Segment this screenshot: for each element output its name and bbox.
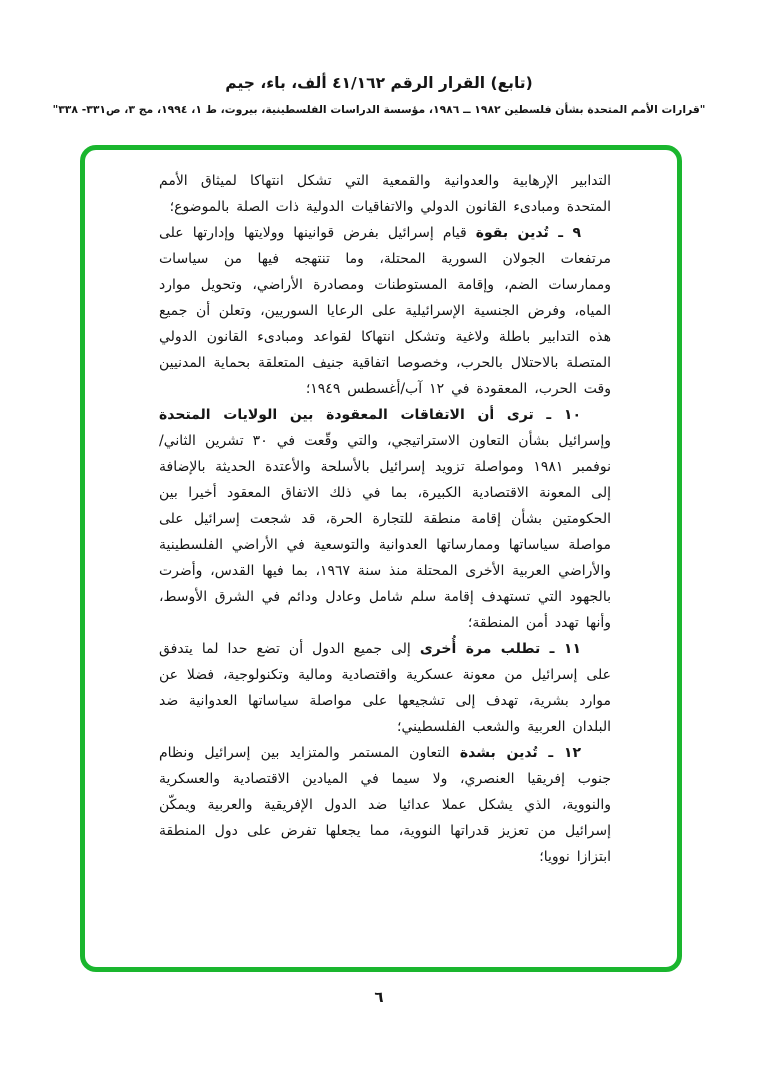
clause-paragraph-٩: ٩ ـ تُدين بقوة قيام إسرائيل بفرض قوانينها وولايتها وإدارتها على مرتفعات الجولان السورية المحتلة، وما تنتهجه فيها من سياسات وممارسات الضم، وإقامة المستوطنات ومصادرة الأراضي، وتحويل موارد المياه، وفرض الجنسية الإسرائيلية على الرعايا السوريين، وتعلن أن جميع هذه التدابير باطلة ولاغية وتشكل انتهاكا لقواعد ومبادىء القانون الدولي المتصلة بالاحتلال بالحرب، وخصوصا اتفاقية جنيف المتعلقة بحماية المدنيين وقت الحرب، المعقودة في ١٢ آب/أغسطس ١٩٤٩؛ bbox=[159, 225, 611, 397]
clause-paragraph-١٢: ١٢ ـ تُدين بشدة التعاون المستمر والمتزايد بين إسرائيل ونظام جنوب إفريقيا العنصري، ولا سيما في الميادين الاقتصادية والعسكرية والنووية، الذي يشكل عملا عدائيا ضد الدول الإفريقية والعربية ويمكّن إسرائيل من تعزيز قدراتها النووية، مما يجعلها تفرض على دول المنطقة ابتزازا نوويا؛ bbox=[159, 745, 611, 865]
page-number: ٦ bbox=[374, 988, 384, 1006]
clause-paragraph-١١: ١١ ـ تطلب مرة أُخرى إلى جميع الدول أن تضع حدا لما يتدفق على إسرائيل من معونة عسكرية واقتصادية ومالية وتكنولوجية، فضلا عن موارد بشرية، تهدف إلى تشجيعها على مواصلة سياساتها العدوانية ضد البلدان العربية والشعب الفلسطيني؛ bbox=[159, 641, 611, 735]
continuation-paragraph: التدابير الإرهابية والعدوانية والقمعية التي تشكل انتهاكا لميثاق الأمم المتحدة ومبادىء القانون الدولي والاتفاقيات الدولية ذات الصلة بالموضوع؛ bbox=[159, 173, 611, 215]
clause-lead: ٩ ـ تُدين بقوة bbox=[475, 225, 582, 241]
clause-lead: ١١ ـ تطلب مرة أُخرى bbox=[419, 641, 581, 657]
clause-lead: ١٢ ـ تُدين بشدة bbox=[459, 745, 581, 761]
clause-lead: ١٠ ـ ترى أن الاتفاقات المعقودة بين الولايات المتحدة bbox=[159, 407, 581, 423]
resolution-title: (تابع) القرار الرقم ٤١/١٦٢ ألف، باء، جيم bbox=[225, 74, 533, 92]
resolution-body bbox=[159, 168, 611, 870]
clause-paragraph-١٠: ١٠ ـ ترى أن الاتفاقات المعقودة بين الولايات المتحدة وإسرائيل بشأن التعاون الاستراتيجي، والتي وقّعت في ٣٠ تشرين الثاني/نوفمبر ١٩٨١ ومواصلة تزويد إسرائيل بالأسلحة والأعتدة الحديثة بالإضافة إلى المعونة الاقتصادية الكبيرة، بما في ذلك الاتفاق المعقود أخيرا بين الحكومتين بشأن إقامة منطقة للتجارة الحرة، قد شجعت إسرائيل على مواصلة سياساتها وممارساتها العدوانية والتوسعية في الأراضي الفلسطينية والأراضي العربية الأخرى المحتلة منذ سنة ١٩٦٧، بما فيها القدس، وأضرت بالجهود التي تستهدف إقامة سلم شامل وعادل ودائم في الشرق الأوسط، وأنها تهدد أمن المنطقة؛ bbox=[159, 407, 611, 631]
green-border-frame bbox=[80, 145, 682, 972]
source-citation: "قرارات الأمم المتحدة بشأن فلسطين ١٩٨٢ ــ ١٩٨٦، مؤسسة الدراسات الفلسطينية، بيروت، ط ١، ١٩٩٤، مج ٣، ص٣٣١- ٣٣٨" bbox=[52, 103, 706, 116]
